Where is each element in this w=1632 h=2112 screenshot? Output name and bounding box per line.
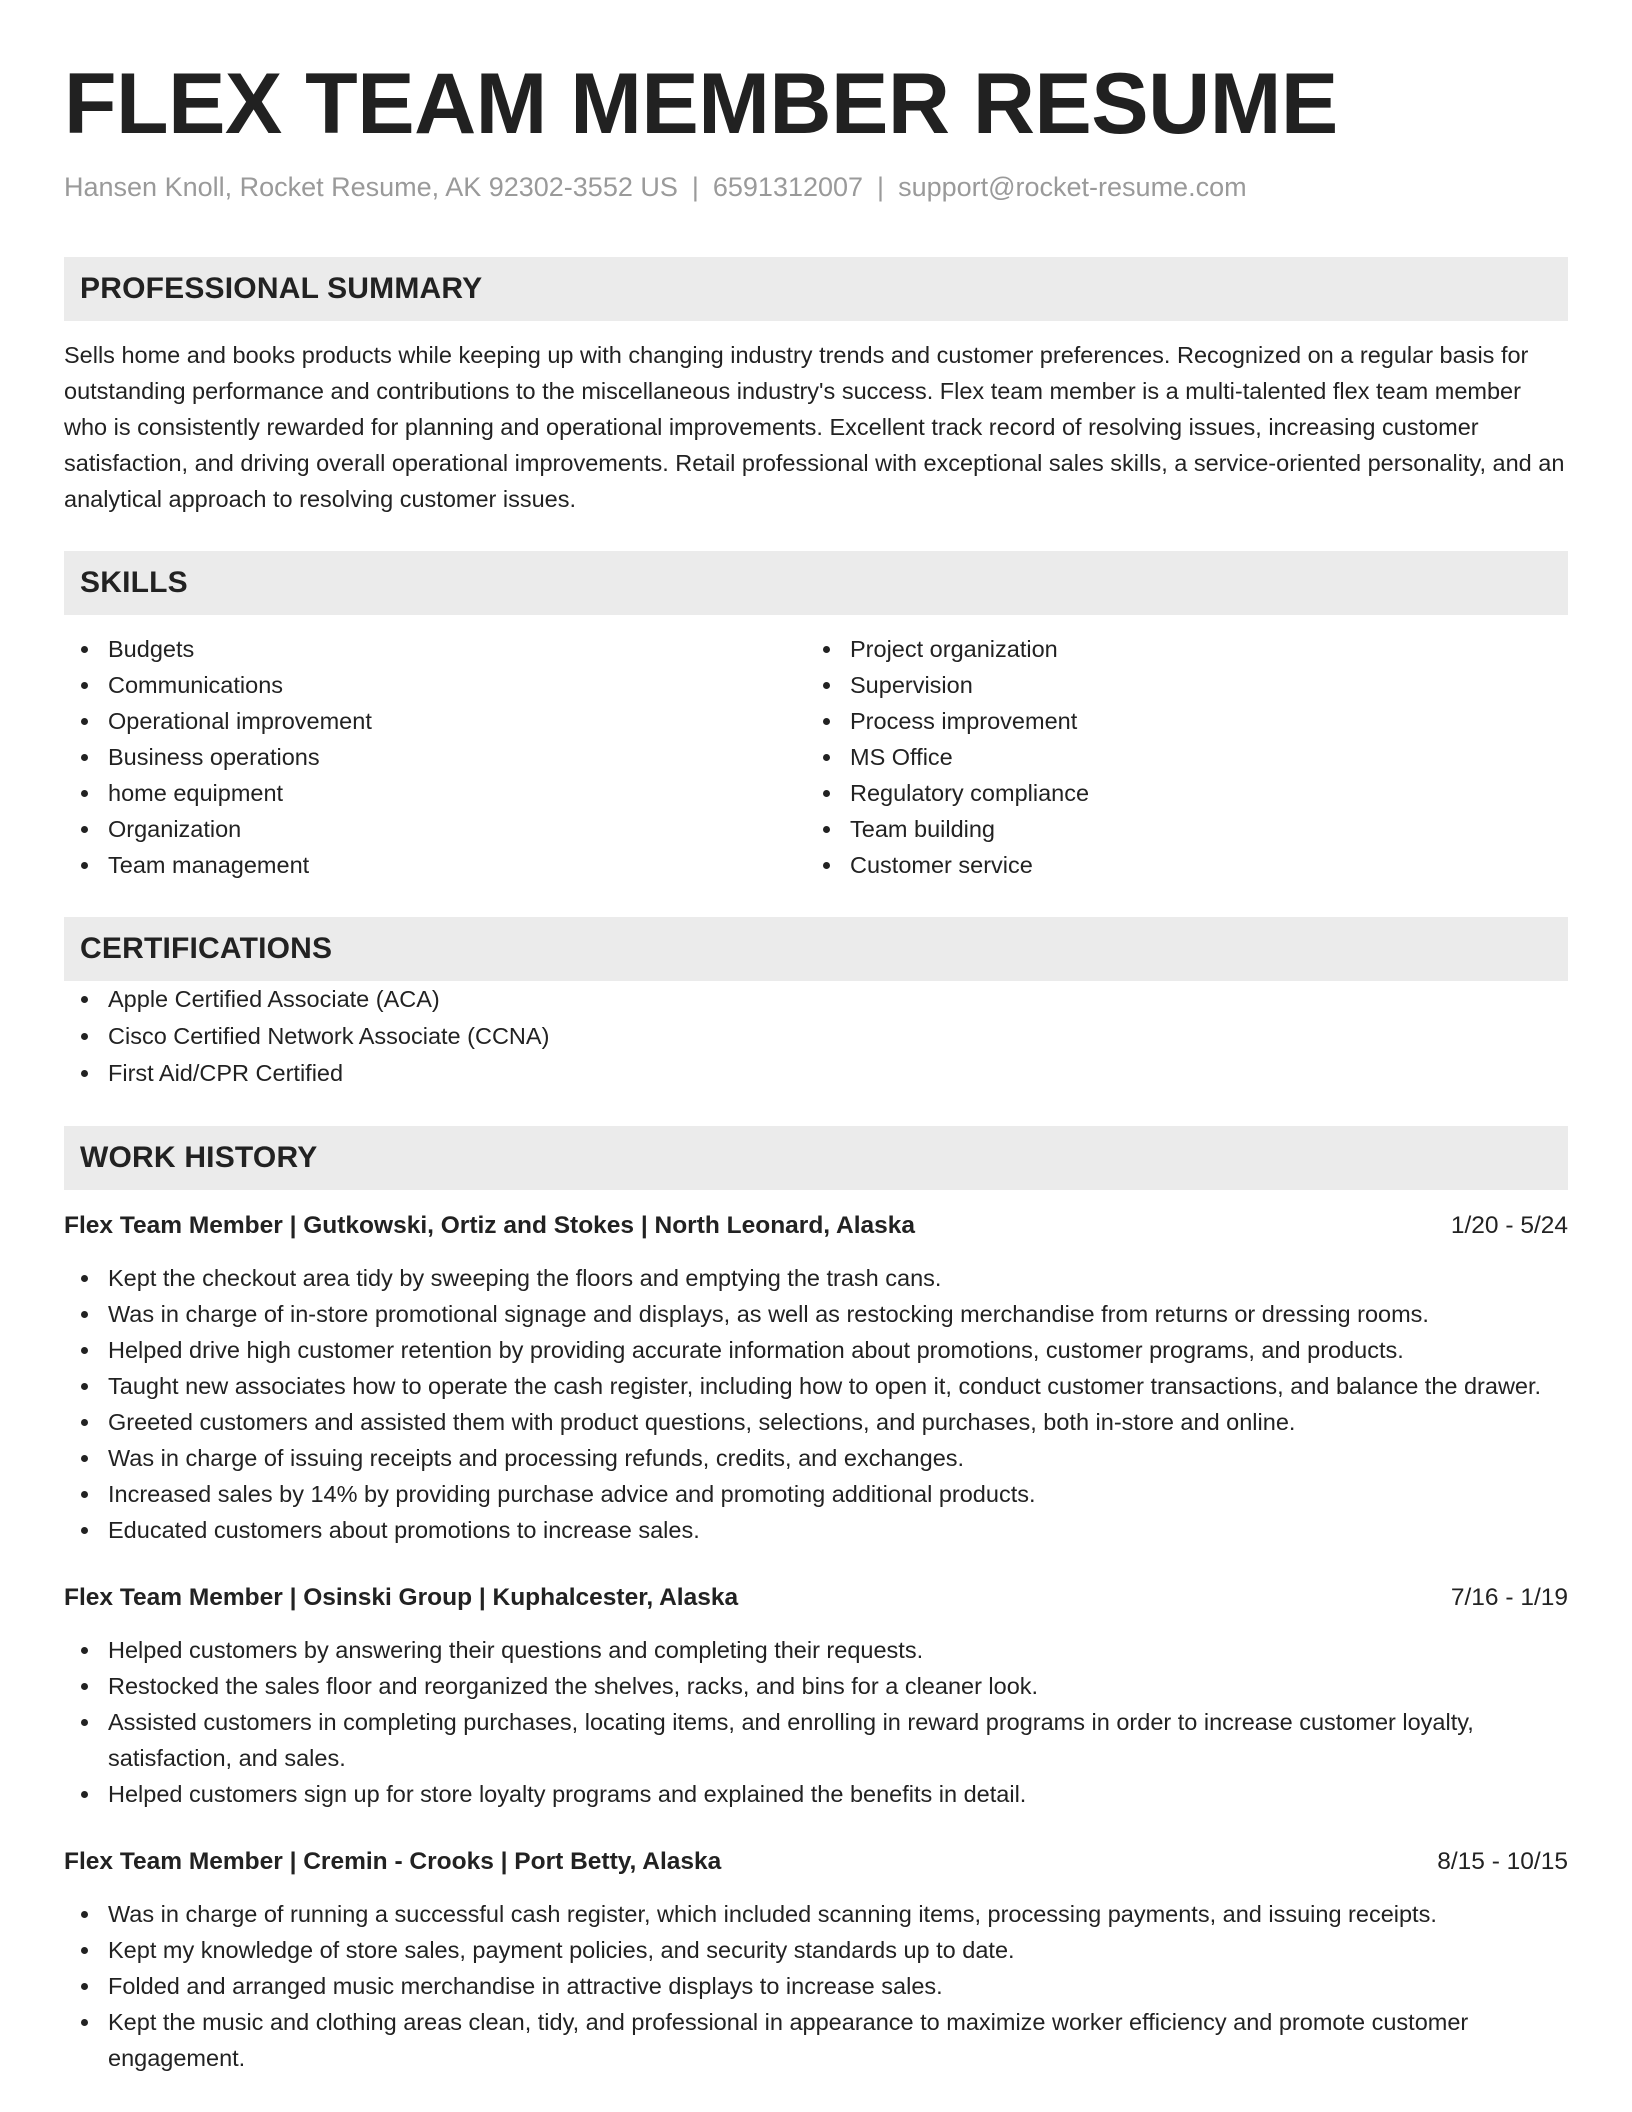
job-bullet: Kept the music and clothing areas clean, tidy, and professional in appearance to maximize worker efficiency and promote customer engagement.	[64, 2004, 1568, 2076]
job-title: Flex Team Member | Gutkowski, Ortiz and Stokes | North Leonard, Alaska	[64, 1212, 916, 1239]
job-bullet: Assisted customers in completing purchases, locating items, and enrolling in reward programs in order to increase customer loyalty, satisfaction, and sales.	[64, 1704, 1568, 1776]
skill-item: Team building	[806, 811, 1548, 847]
job-entry	[64, 1580, 1568, 1812]
skill-item: home equipment	[64, 775, 806, 811]
skill-item: Organization	[64, 811, 806, 847]
skill-item: Operational improvement	[64, 703, 806, 739]
job-bullet: Was in charge of issuing receipts and processing refunds, credits, and exchanges.	[64, 1440, 1568, 1476]
job-bullet: Greeted customers and assisted them with product questions, selections, and purchases, both in-store and online.	[64, 1404, 1568, 1440]
job-header	[64, 1844, 1568, 1880]
job-bullet: Educated customers about promotions to increase sales.	[64, 1512, 1568, 1548]
contact-line	[64, 170, 1568, 204]
skill-item: Team management	[64, 847, 806, 883]
skill-item: Regulatory compliance	[806, 775, 1548, 811]
resume-page	[64, 0, 1568, 2076]
job-bullet: Helped customers sign up for store loyalty programs and explained the benefits in detail.	[64, 1776, 1568, 1812]
job-bullet: Taught new associates how to operate the cash register, including how to open it, conduct customer transactions, and balance the drawer.	[64, 1368, 1568, 1404]
section-header-work-history: WORK HISTORY	[64, 1126, 1568, 1190]
skill-item: MS Office	[806, 739, 1548, 775]
contact-email: support@rocket-resume.com	[898, 172, 1247, 202]
section-header-summary: PROFESSIONAL SUMMARY	[64, 257, 1568, 321]
section-header-certifications: CERTIFICATIONS	[64, 917, 1568, 981]
job-title: Flex Team Member | Osinski Group | Kuphalcester, Alaska	[64, 1584, 739, 1611]
job-dates: 8/15 - 10/15	[1437, 1848, 1568, 1875]
job-bullet: Restocked the sales floor and reorganized the shelves, racks, and bins for a cleaner look.	[64, 1668, 1568, 1704]
job-bullets	[64, 1896, 1568, 2076]
job-header	[64, 1580, 1568, 1616]
skill-item: Communications	[64, 667, 806, 703]
job-bullet: Helped drive high customer retention by providing accurate information about promotions, customer programs, and products.	[64, 1332, 1568, 1368]
section-header-skills: SKILLS	[64, 551, 1568, 615]
job-bullet: Was in charge of in-store promotional signage and displays, as well as restocking merchandise from returns or dressing rooms.	[64, 1296, 1568, 1332]
job-bullet: Increased sales by 14% by providing purchase advice and promoting additional products.	[64, 1476, 1568, 1512]
job-bullets	[64, 1632, 1568, 1812]
contact-phone: 6591312007	[712, 172, 864, 202]
skills-column-right	[806, 631, 1548, 883]
resume-title: FLEX TEAM MEMBER RESUME	[64, 56, 1338, 152]
job-bullets	[64, 1260, 1568, 1548]
job-bullet: Kept the checkout area tidy by sweeping the floors and emptying the trash cans.	[64, 1260, 1568, 1296]
contact-separator: |	[877, 172, 885, 202]
certification-item: Cisco Certified Network Associate (CCNA)	[64, 1018, 1568, 1055]
certifications-list	[64, 981, 1568, 1092]
certification-item: First Aid/CPR Certified	[64, 1055, 1568, 1092]
job-dates: 7/16 - 1/19	[1450, 1584, 1568, 1611]
job-bullet: Folded and arranged music merchandise in attractive displays to increase sales.	[64, 1968, 1568, 2004]
skill-item: Process improvement	[806, 703, 1548, 739]
contact-address: Hansen Knoll, Rocket Resume, AK 92302-3552 US	[64, 172, 678, 202]
job-title: Flex Team Member | Cremin - Crooks | Port Betty, Alaska	[64, 1848, 722, 1875]
job-header	[64, 1208, 1568, 1244]
skill-item: Customer service	[806, 847, 1548, 883]
skill-item: Budgets	[64, 631, 806, 667]
skills-column-left	[64, 631, 806, 883]
skills-grid	[64, 631, 1568, 883]
job-bullet: Kept my knowledge of store sales, payment policies, and security standards up to date.	[64, 1932, 1568, 1968]
job-entry	[64, 1844, 1568, 2076]
job-entry	[64, 1208, 1568, 1548]
skill-item: Supervision	[806, 667, 1548, 703]
summary-text: Sells home and books products while keeping up with changing industry trends and customer preferences. Recognized on a regular basis for outstanding performance and contributions to the miscellaneous industry's success. Flex team member is a multi-talented flex team member who is consistently rewarded for planning and operational improvements. Excellent track record of resolving issues, increasing customer satisfaction, and driving overall operational improvements. Retail professional with exceptional sales skills, a service-oriented personality, and an analytical approach to resolving customer issues.	[64, 342, 1565, 512]
skill-item: Business operations	[64, 739, 806, 775]
job-dates: 1/20 - 5/24	[1450, 1212, 1568, 1239]
contact-separator: |	[691, 172, 699, 202]
job-bullet: Was in charge of running a successful cash register, which included scanning items, processing payments, and issuing receipts.	[64, 1896, 1568, 1932]
job-bullet: Helped customers by answering their questions and completing their requests.	[64, 1632, 1568, 1668]
certification-item: Apple Certified Associate (ACA)	[64, 981, 1568, 1018]
skill-item: Project organization	[806, 631, 1548, 667]
